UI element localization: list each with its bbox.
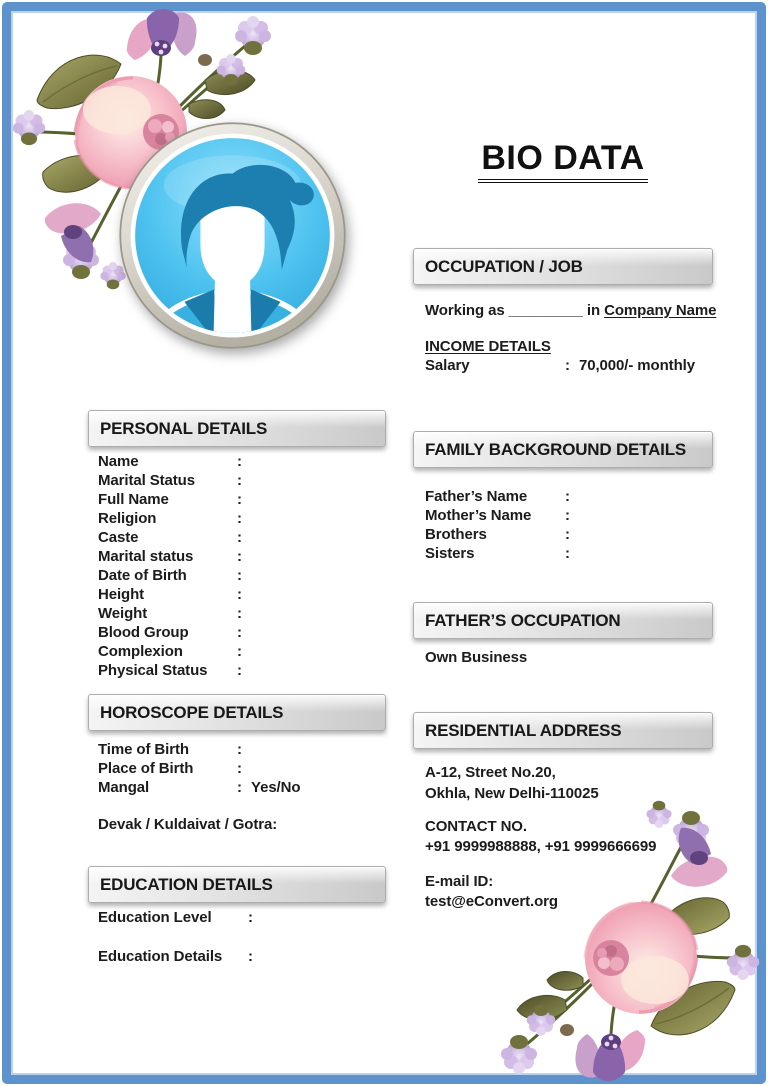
email-heading: E-mail ID: bbox=[425, 873, 494, 890]
colon: : bbox=[565, 526, 570, 543]
page-title bbox=[413, 139, 713, 183]
field-label: Mangal bbox=[98, 779, 150, 796]
detail-row bbox=[98, 759, 300, 778]
field-label: Name bbox=[98, 453, 139, 470]
detail-row bbox=[98, 585, 251, 604]
detail-row bbox=[425, 487, 579, 506]
detail-row bbox=[98, 908, 262, 927]
working-as-line bbox=[425, 301, 716, 320]
father-occupation-value: Own Business bbox=[425, 649, 528, 666]
field-label: Sisters bbox=[425, 545, 475, 562]
detail-row bbox=[425, 506, 579, 525]
colon: : bbox=[565, 488, 570, 505]
address-line-2: Okhla, New Delhi-110025 bbox=[425, 785, 599, 802]
colon: : bbox=[237, 586, 242, 603]
company-name: Company Name bbox=[604, 302, 717, 319]
colon: : bbox=[237, 779, 242, 796]
field-label: Salary bbox=[425, 357, 470, 374]
field-label: Height bbox=[98, 586, 145, 603]
colon: : bbox=[237, 662, 242, 679]
field-label: Father’s Name bbox=[425, 488, 528, 505]
colon: : bbox=[237, 605, 242, 622]
colon: : bbox=[237, 643, 242, 660]
field-label: Religion bbox=[98, 510, 157, 527]
salary-row bbox=[425, 356, 695, 375]
section-header-horoscope: HOROSCOPE DETAILS bbox=[88, 694, 386, 731]
field-label: Full Name bbox=[98, 491, 169, 508]
field-label: Caste bbox=[98, 529, 139, 546]
income-heading: INCOME DETAILS bbox=[425, 338, 551, 355]
horoscope-rows bbox=[98, 740, 300, 797]
income-block bbox=[425, 337, 695, 375]
email-value: test@eConvert.org bbox=[425, 893, 558, 910]
email-block bbox=[425, 872, 558, 912]
colon: : bbox=[565, 357, 570, 374]
section-header-personal: PERSONAL DETAILS bbox=[88, 410, 386, 447]
detail-row bbox=[98, 947, 262, 966]
field-label: Marital Status bbox=[98, 472, 195, 489]
colon: : bbox=[237, 491, 242, 508]
address-line-1: A-12, Street No.20, bbox=[425, 764, 556, 781]
section-header-education: EDUCATION DETAILS bbox=[88, 866, 386, 903]
page-title-text: BIO DATA bbox=[478, 139, 647, 183]
colon: : bbox=[237, 741, 242, 758]
contact-block bbox=[425, 817, 656, 857]
field-label: Marital status bbox=[98, 548, 194, 565]
field-value: Yes/No bbox=[251, 779, 301, 796]
field-label: Physical Status bbox=[98, 662, 208, 679]
field-label: Mother’s Name bbox=[425, 507, 532, 524]
field-label: Education Level bbox=[98, 909, 212, 926]
working-as-blank: _________ bbox=[508, 302, 583, 319]
detail-row bbox=[98, 604, 251, 623]
field-label: Place of Birth bbox=[98, 760, 194, 777]
address-block bbox=[425, 762, 599, 804]
detail-row bbox=[425, 525, 579, 544]
field-label: Education Details bbox=[98, 948, 223, 965]
detail-row bbox=[98, 566, 251, 585]
section-header-family: FAMILY BACKGROUND DETAILS bbox=[413, 431, 713, 468]
field-label: Time of Birth bbox=[98, 741, 189, 758]
colon: : bbox=[248, 909, 253, 926]
field-label: Weight bbox=[98, 605, 148, 622]
detail-row bbox=[98, 471, 251, 490]
colon: : bbox=[565, 507, 570, 524]
detail-row bbox=[98, 490, 251, 509]
detail-row bbox=[98, 740, 300, 759]
colon: : bbox=[237, 760, 242, 777]
personal-rows bbox=[98, 452, 251, 680]
contact-heading: CONTACT NO. bbox=[425, 818, 527, 835]
section-header-residential: RESIDENTIAL ADDRESS bbox=[413, 712, 713, 749]
detail-row bbox=[98, 778, 300, 797]
detail-row bbox=[98, 509, 251, 528]
field-label: Date of Birth bbox=[98, 567, 187, 584]
field-label: Complexion bbox=[98, 643, 183, 660]
detail-row bbox=[98, 547, 251, 566]
detail-row bbox=[98, 661, 251, 680]
contact-numbers: +91 9999988888, +91 9999666699 bbox=[425, 838, 657, 855]
detail-row bbox=[98, 452, 251, 471]
field-label: Blood Group bbox=[98, 624, 189, 641]
colon: : bbox=[237, 453, 242, 470]
detail-row bbox=[98, 623, 251, 642]
section-header-father-occupation: FATHER’S OCCUPATION bbox=[413, 602, 713, 639]
colon: : bbox=[565, 545, 570, 562]
devak-line: Devak / Kuldaivat / Gotra: bbox=[98, 816, 278, 833]
detail-row bbox=[98, 528, 251, 547]
family-rows bbox=[425, 487, 579, 563]
working-as-middle: in bbox=[586, 302, 601, 319]
colon: : bbox=[237, 510, 242, 527]
colon: : bbox=[237, 567, 242, 584]
colon: : bbox=[248, 948, 253, 965]
colon: : bbox=[237, 472, 242, 489]
working-as-prefix: Working as bbox=[425, 302, 505, 319]
detail-row bbox=[98, 642, 251, 661]
colon: : bbox=[237, 624, 242, 641]
detail-row bbox=[425, 544, 579, 563]
field-value: 70,000/- monthly bbox=[579, 357, 695, 374]
field-label: Brothers bbox=[425, 526, 487, 543]
section-header-occupation: OCCUPATION / JOB bbox=[413, 248, 713, 285]
colon: : bbox=[237, 548, 242, 565]
colon: : bbox=[237, 529, 242, 546]
